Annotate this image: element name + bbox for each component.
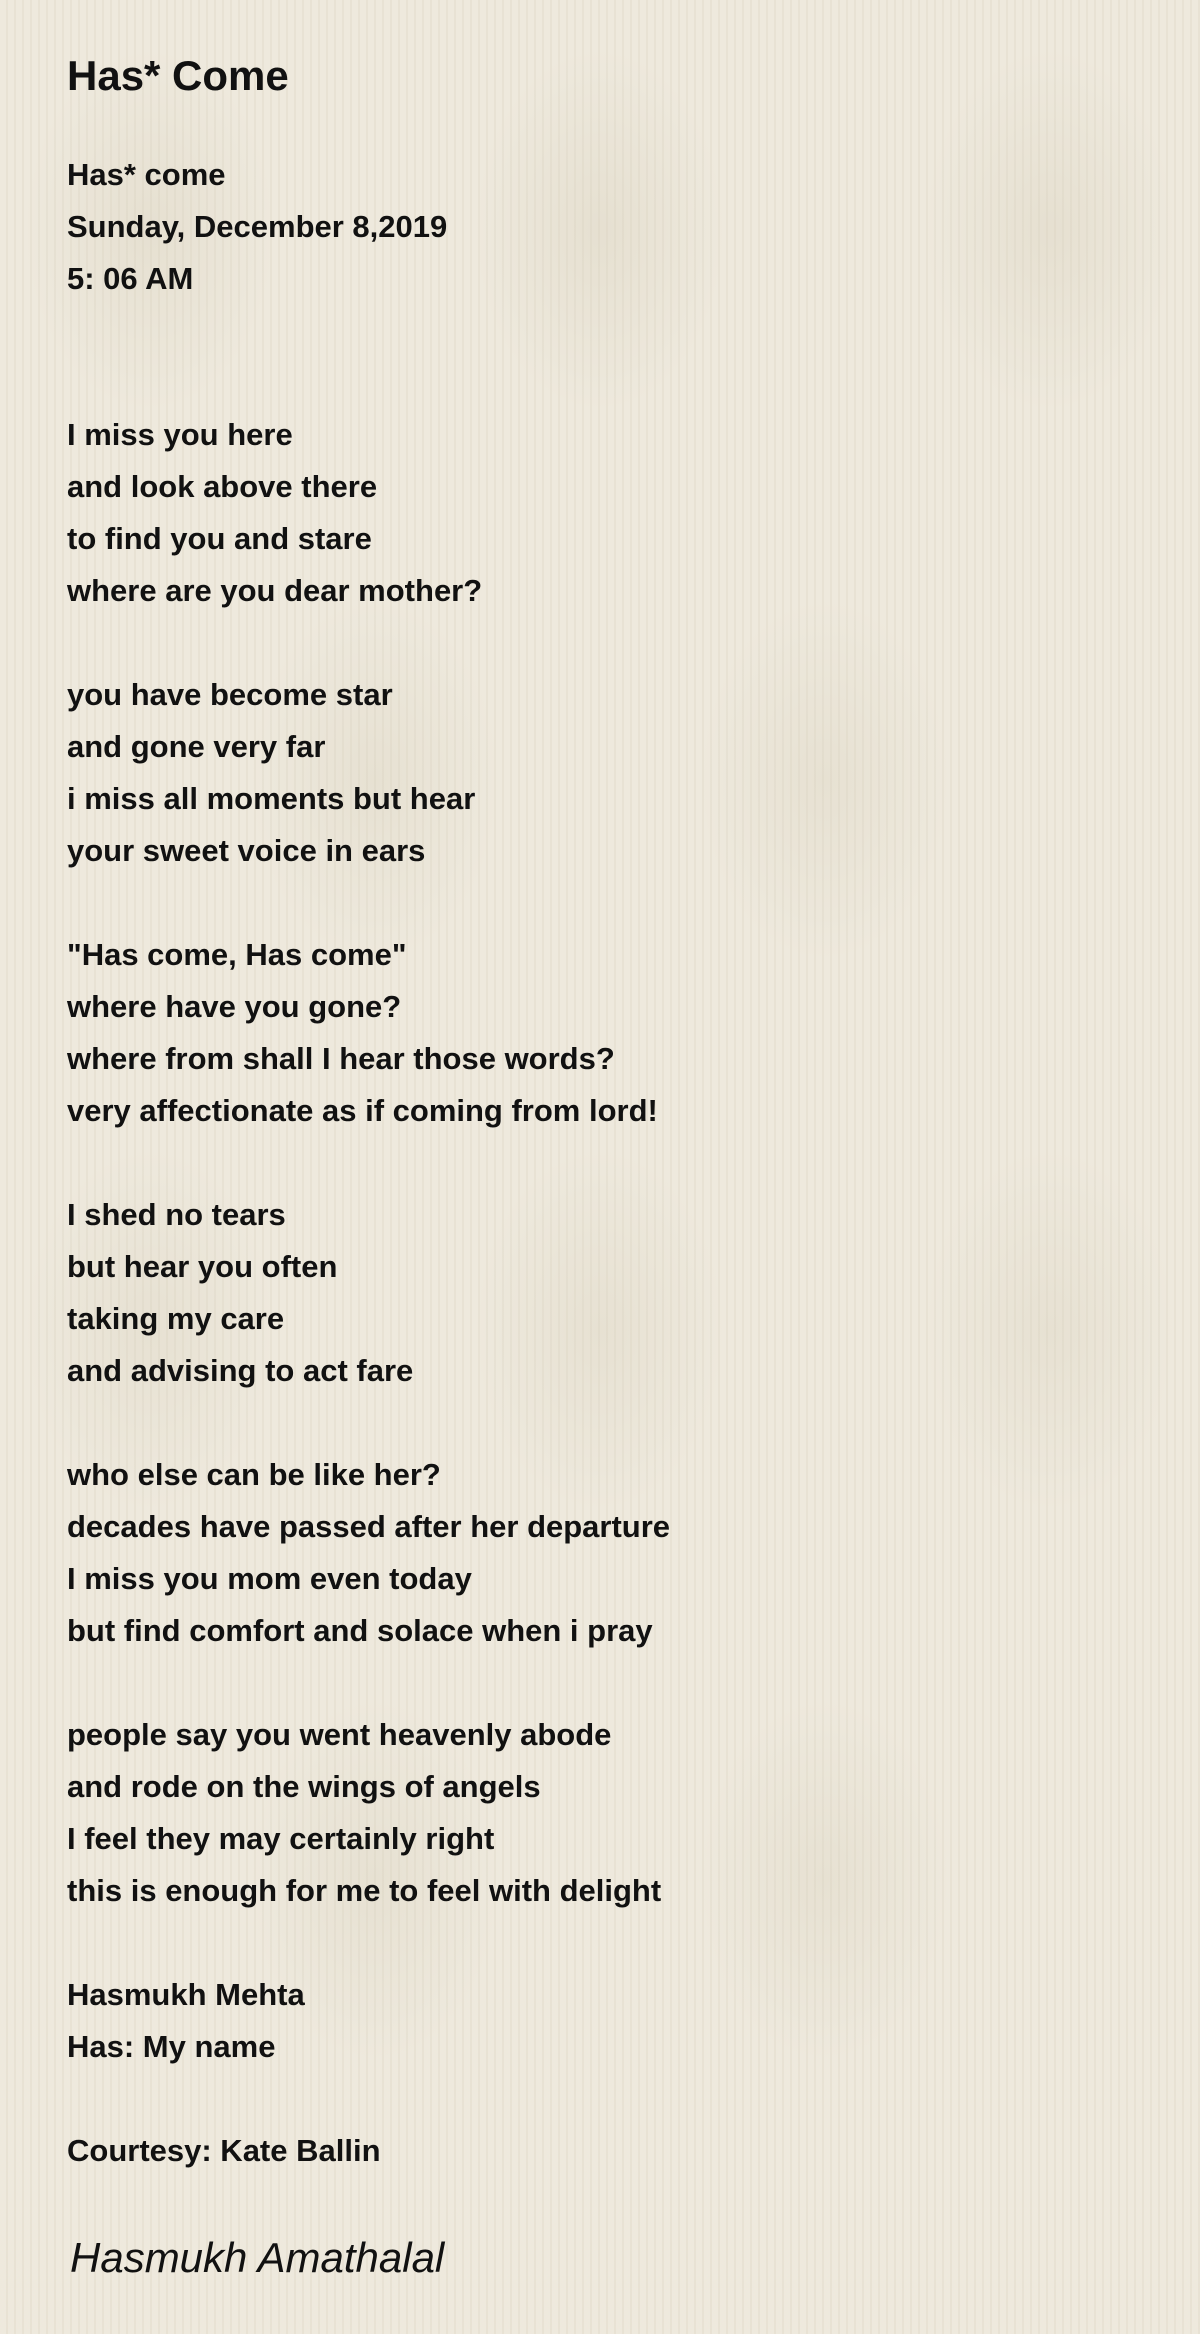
poem-line: you have become star <box>67 677 393 712</box>
poem-line: and rode on the wings of angels <box>67 1769 541 1804</box>
poem-line: Has* come <box>67 157 226 192</box>
poem-line: Courtesy: Kate Ballin <box>67 2133 381 2168</box>
poem-line: this is enough for me to feel with delight <box>67 1873 662 1908</box>
stanza-break <box>67 2073 1147 2125</box>
poem-line: I feel they may certainly right <box>67 1821 495 1856</box>
poem-line: I miss you mom even today <box>67 1561 472 1596</box>
poem-line: but find comfort and solace when i pray <box>67 1613 653 1648</box>
poem-author: Hasmukh Amathalal <box>70 2234 445 2281</box>
stanza-break <box>67 1397 1147 1449</box>
poem-line: where from shall I hear those words? <box>67 1041 615 1076</box>
poem-line: where are you dear mother? <box>67 573 483 608</box>
poem-line: but hear you often <box>67 1249 338 1284</box>
poem-line: 5: 06 AM <box>67 261 194 296</box>
poem-line: Sunday, December 8,2019 <box>67 209 448 244</box>
poem-body <box>67 149 1147 2177</box>
stanza-break <box>67 1917 1147 1969</box>
stanza-break <box>67 617 1147 669</box>
poem-line: decades have passed after her departure <box>67 1509 671 1544</box>
poem-line: I miss you here <box>67 417 293 452</box>
poem-line: people say you went heavenly abode <box>67 1717 612 1752</box>
poem-title: Has* Come <box>67 52 289 99</box>
stanza-break <box>67 1137 1147 1189</box>
poem-line: and gone very far <box>67 729 326 764</box>
poem-line: Has: My name <box>67 2029 276 2064</box>
poem-line: to find you and stare <box>67 521 372 556</box>
poem-line: who else can be like her? <box>67 1457 441 1492</box>
poem-line: and look above there <box>67 469 378 504</box>
poem-line: "Has come, Has come" <box>67 937 407 972</box>
poem-line: Hasmukh Mehta <box>67 1977 305 2012</box>
poem-line: very affectionate as if coming from lord! <box>67 1093 658 1128</box>
poem-line: i miss all moments but hear <box>67 781 476 816</box>
stanza-break <box>67 877 1147 929</box>
poem-line: and advising to act fare <box>67 1353 414 1388</box>
poem-line: where have you gone? <box>67 989 402 1024</box>
stanza-break <box>67 305 1147 357</box>
stanza-break <box>67 1657 1147 1709</box>
poem-line: taking my care <box>67 1301 285 1336</box>
poem-line: your sweet voice in ears <box>67 833 426 868</box>
poem-line: I shed no tears <box>67 1197 286 1232</box>
stanza-break <box>67 357 1147 409</box>
